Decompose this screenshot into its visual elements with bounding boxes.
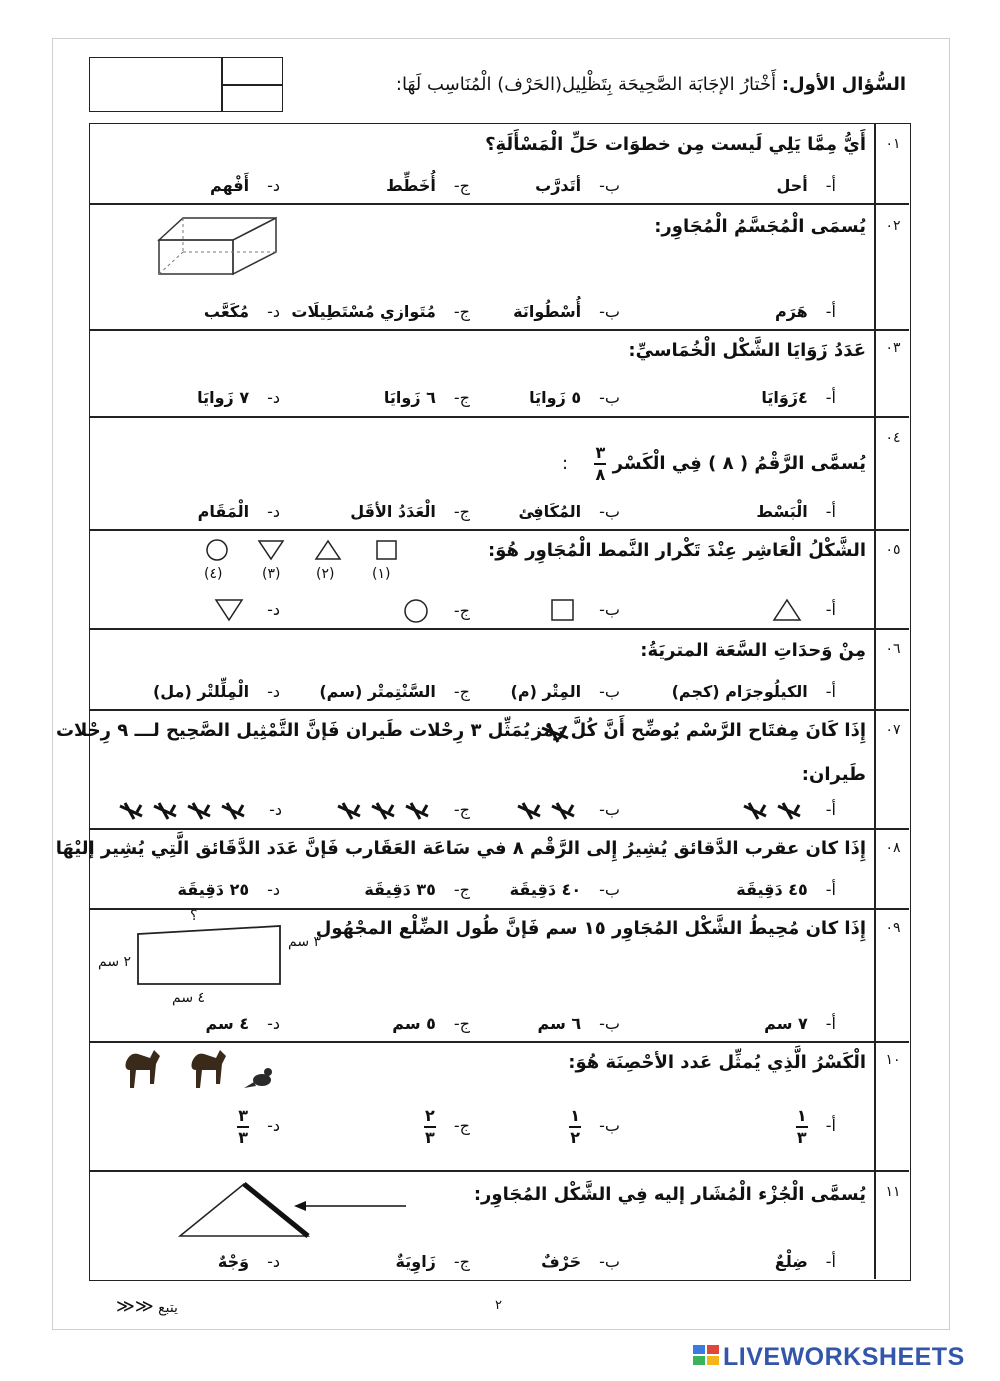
instruction-text: أَخْتارُ الإجَابَة الصَّحِيحَة بِتَظْلِيل(الحَرْف) الْمُنَاسِب لَهَا: [395,74,777,95]
question-text: عَدَدُ زَوَايَا الشَّكْل الْخُمَاسيِّ: [628,340,866,361]
option-a[interactable]: أ-٤زَوَايَا [761,388,836,407]
question-text: إِذَا كان مُحِيطُ الشَّكْل المُجَاوِر ١٥ سم فَإنَّ طُول الضِّلْع المجْهُول [315,918,866,939]
pattern-label: (٣) [262,566,281,582]
question-text: يُسمَّى الْجُزْء الْمُشَار إليه فِي الشَّكْل المُجَاوِر: [473,1184,866,1205]
side-label-right: ٣ سم [288,934,322,950]
option-c[interactable]: ج- [328,800,470,821]
airplane-icon-group [734,800,802,819]
question-text: الْكَسْرُ الَّذِي يُمثِّل عَدد الأحْصِنَة هُوَ: [568,1052,866,1073]
question-text: إِذَا كان عقرب الدَّقائق يُشِيرُ إِلى الرَّقْم ٨ في سَاعَة العَقَارب فَإنَّ عَدَد الدَّقَائق الَّتِي يُشِير إليْهَا [55,838,866,859]
airplane-icon [540,722,570,744]
instruction [396,74,906,95]
option-d[interactable]: $د-\frac{٣}{٣}$ [238,1106,280,1147]
fraction: $\frac{٣}{٨}$ [595,443,606,484]
option-a[interactable]: أ-الكيلُوجرَام (كجم) [671,682,836,701]
horse-icon [192,1050,227,1088]
airplane-icon-group [508,800,576,819]
trapezoid-figure [132,922,292,988]
circle-icon [402,598,430,624]
triangle-with-arrow-figure [170,1178,410,1242]
airplane-icon-group [328,800,430,819]
next-label: يتبع [158,1300,178,1316]
animals-picture [120,1044,280,1094]
option-d[interactable]: د-الْمِلِّلتْر (مل) [152,682,280,701]
option-b[interactable]: $ب-\frac{١}{٢}$ [570,1106,620,1147]
option-b[interactable]: ب-المُكَافِئ [518,502,620,521]
question-number: ٠٧ [885,722,901,738]
airplane-icon [336,801,362,821]
option-a[interactable]: أ- [734,800,836,821]
questions-table [55,123,911,1281]
triangle-up-icon [772,598,802,622]
horse-icon [126,1050,161,1088]
side-label-top: ؟ [190,908,198,924]
question-number: ١٠ [885,1052,901,1068]
question-text: مِنْ وَحدَاتِ السَّعَة المتريَةُ: [640,640,866,661]
question-text: يُسمَى الْمُجَسَّمُ الْمُجَاوِر: [654,216,866,237]
question-number: ٠١ [885,136,901,152]
bird-icon [244,1068,272,1088]
option-c[interactable]: ج-الْعَدَدُ الأقَل [350,502,470,521]
option-a[interactable]: أ-الْبَسْط [756,502,836,521]
option-d[interactable]: د- [110,800,282,821]
question-number: ٠٤ [885,430,901,446]
question-text: يُسمَّى الرَّقْمُ ( ٨ ) فِي الْكَسْر $\frac{٣}{٨}$ : [562,443,866,484]
option-b[interactable]: ب- [550,598,620,622]
question-text: الشَّكْلُ الْعَاشِر عِنْدَ تَكْرار النَّمط الْمُجَاوِر هُوَ: [488,540,866,561]
airplane-icon [370,801,396,821]
airplane-icon-group [110,800,246,819]
option-d[interactable]: د-وَجْهٌ [217,1252,280,1271]
option-c[interactable]: ج- [402,598,470,624]
option-b[interactable]: ب-٤٠ دَقِيقَة [509,880,620,899]
pattern-label: (٤) [204,566,223,582]
square-icon [550,598,576,622]
question-text: أَيُّ مِمَّا يَلِي لَيست مِن خطوَات حَلِّ الْمَسْأَلَةِ؟ [485,134,866,155]
option-a[interactable]: أ- [772,598,836,622]
question-number: ٠٩ [885,920,901,936]
option-b[interactable]: ب- [508,800,620,821]
airplane-icon [550,801,576,821]
logo-icon [693,1343,723,1374]
option-a[interactable]: أ-أحل [776,176,836,195]
option-a[interactable]: أ-٧ سم [764,1014,836,1033]
option-a[interactable]: $أ-\frac{١}{٣}$ [796,1106,836,1147]
question-text-part2: يُمَثِّل ٣ رِحْلات طَيران فَإنَّ التَّمْثِيل الصَّحِيح لـــ ٩ رِحْلات [55,720,530,741]
option-b[interactable]: ب-حَرْفٌ [541,1252,620,1271]
option-c[interactable]: ج-السَّنْتِمتْر (سم) [319,682,470,701]
option-c[interactable]: ج-٣٥ دَقِيقَة [364,880,470,899]
next-page-indicator [116,1296,178,1317]
option-b[interactable]: ب-أتَدرَّب [535,176,620,195]
number-column-divider [874,123,876,1279]
pattern-shapes [200,538,410,562]
rectangular-prism-figure [155,212,280,278]
brand-name: LIVEWORKSHEETS [723,1343,965,1371]
option-d[interactable]: د- [214,598,280,622]
brand-logo [693,1343,965,1374]
triangle-down-icon [214,598,244,622]
option-a[interactable]: أ-هَرَم [775,302,836,321]
pattern-label: (٢) [316,566,335,582]
airplane-icon [776,801,802,821]
question-number: ٠٦ [885,641,901,657]
option-d[interactable]: د-الْمَقَام [197,502,280,521]
side-label-bottom: ٤ سم [172,990,206,1006]
option-b[interactable]: ب-٥ زَوايَا [529,388,620,407]
airplane-icon [742,801,768,821]
airplane-icon [118,801,144,821]
double-chevron-left-icon: ≪≪ [116,1296,154,1317]
option-d[interactable]: د-أَفْهم [210,176,280,195]
option-c[interactable]: ج-٦ زَوايَا [383,388,470,407]
option-c[interactable]: ج-زَاوِيَةٌ [395,1252,470,1271]
option-b[interactable]: ب-المِتْر (م) [510,682,620,701]
side-label-left: ٢ سم [98,954,132,970]
question-label: السُّؤال الأول: [781,74,906,95]
option-c[interactable]: ج-٥ سم [392,1014,470,1033]
option-c[interactable]: $ج-\frac{٢}{٣}$ [425,1106,470,1147]
question-text-part1: إِذَا كَانَ مِفتَاح الرَّسْم يُوضِّح أَنَّ كُلَّ رَمْز [531,720,866,741]
airplane-icon [516,801,542,821]
score-box [89,57,283,112]
option-b[interactable]: ب-أُسْطُوانَة [513,302,620,321]
option-a[interactable]: أ-٤٥ دَقِيقَة [736,880,836,899]
option-d[interactable]: د-٢٥ دَقِيقَة [177,880,280,899]
option-b[interactable]: ب-٦ سم [537,1014,620,1033]
airplane-icon [220,801,246,821]
page-number: ٢ [495,1298,502,1313]
question-number: ٠٨ [885,840,901,856]
option-d[interactable]: د-٤ سم [205,1014,280,1033]
question-number: ٠٢ [885,218,901,234]
option-c[interactable]: ج-مُتَوازي مُسْتَطِيلَات [291,302,470,321]
airplane-icon [152,801,178,821]
option-d[interactable]: د-٧ زَوايَا [197,388,280,407]
option-d[interactable]: د-مُكَعَّب [203,302,280,321]
option-c[interactable]: ج-أُخَطِّط [386,176,470,195]
airplane-icon [186,801,212,821]
airplane-icon [404,801,430,821]
question-number: ٠٥ [885,542,901,558]
question-number: ١١ [885,1184,901,1200]
question-number: ٠٣ [885,340,901,356]
option-a[interactable]: أ-ضِلْعٌ [774,1252,836,1271]
question-text-part3: طَيران: [801,764,866,785]
pattern-label: (١) [372,566,391,582]
